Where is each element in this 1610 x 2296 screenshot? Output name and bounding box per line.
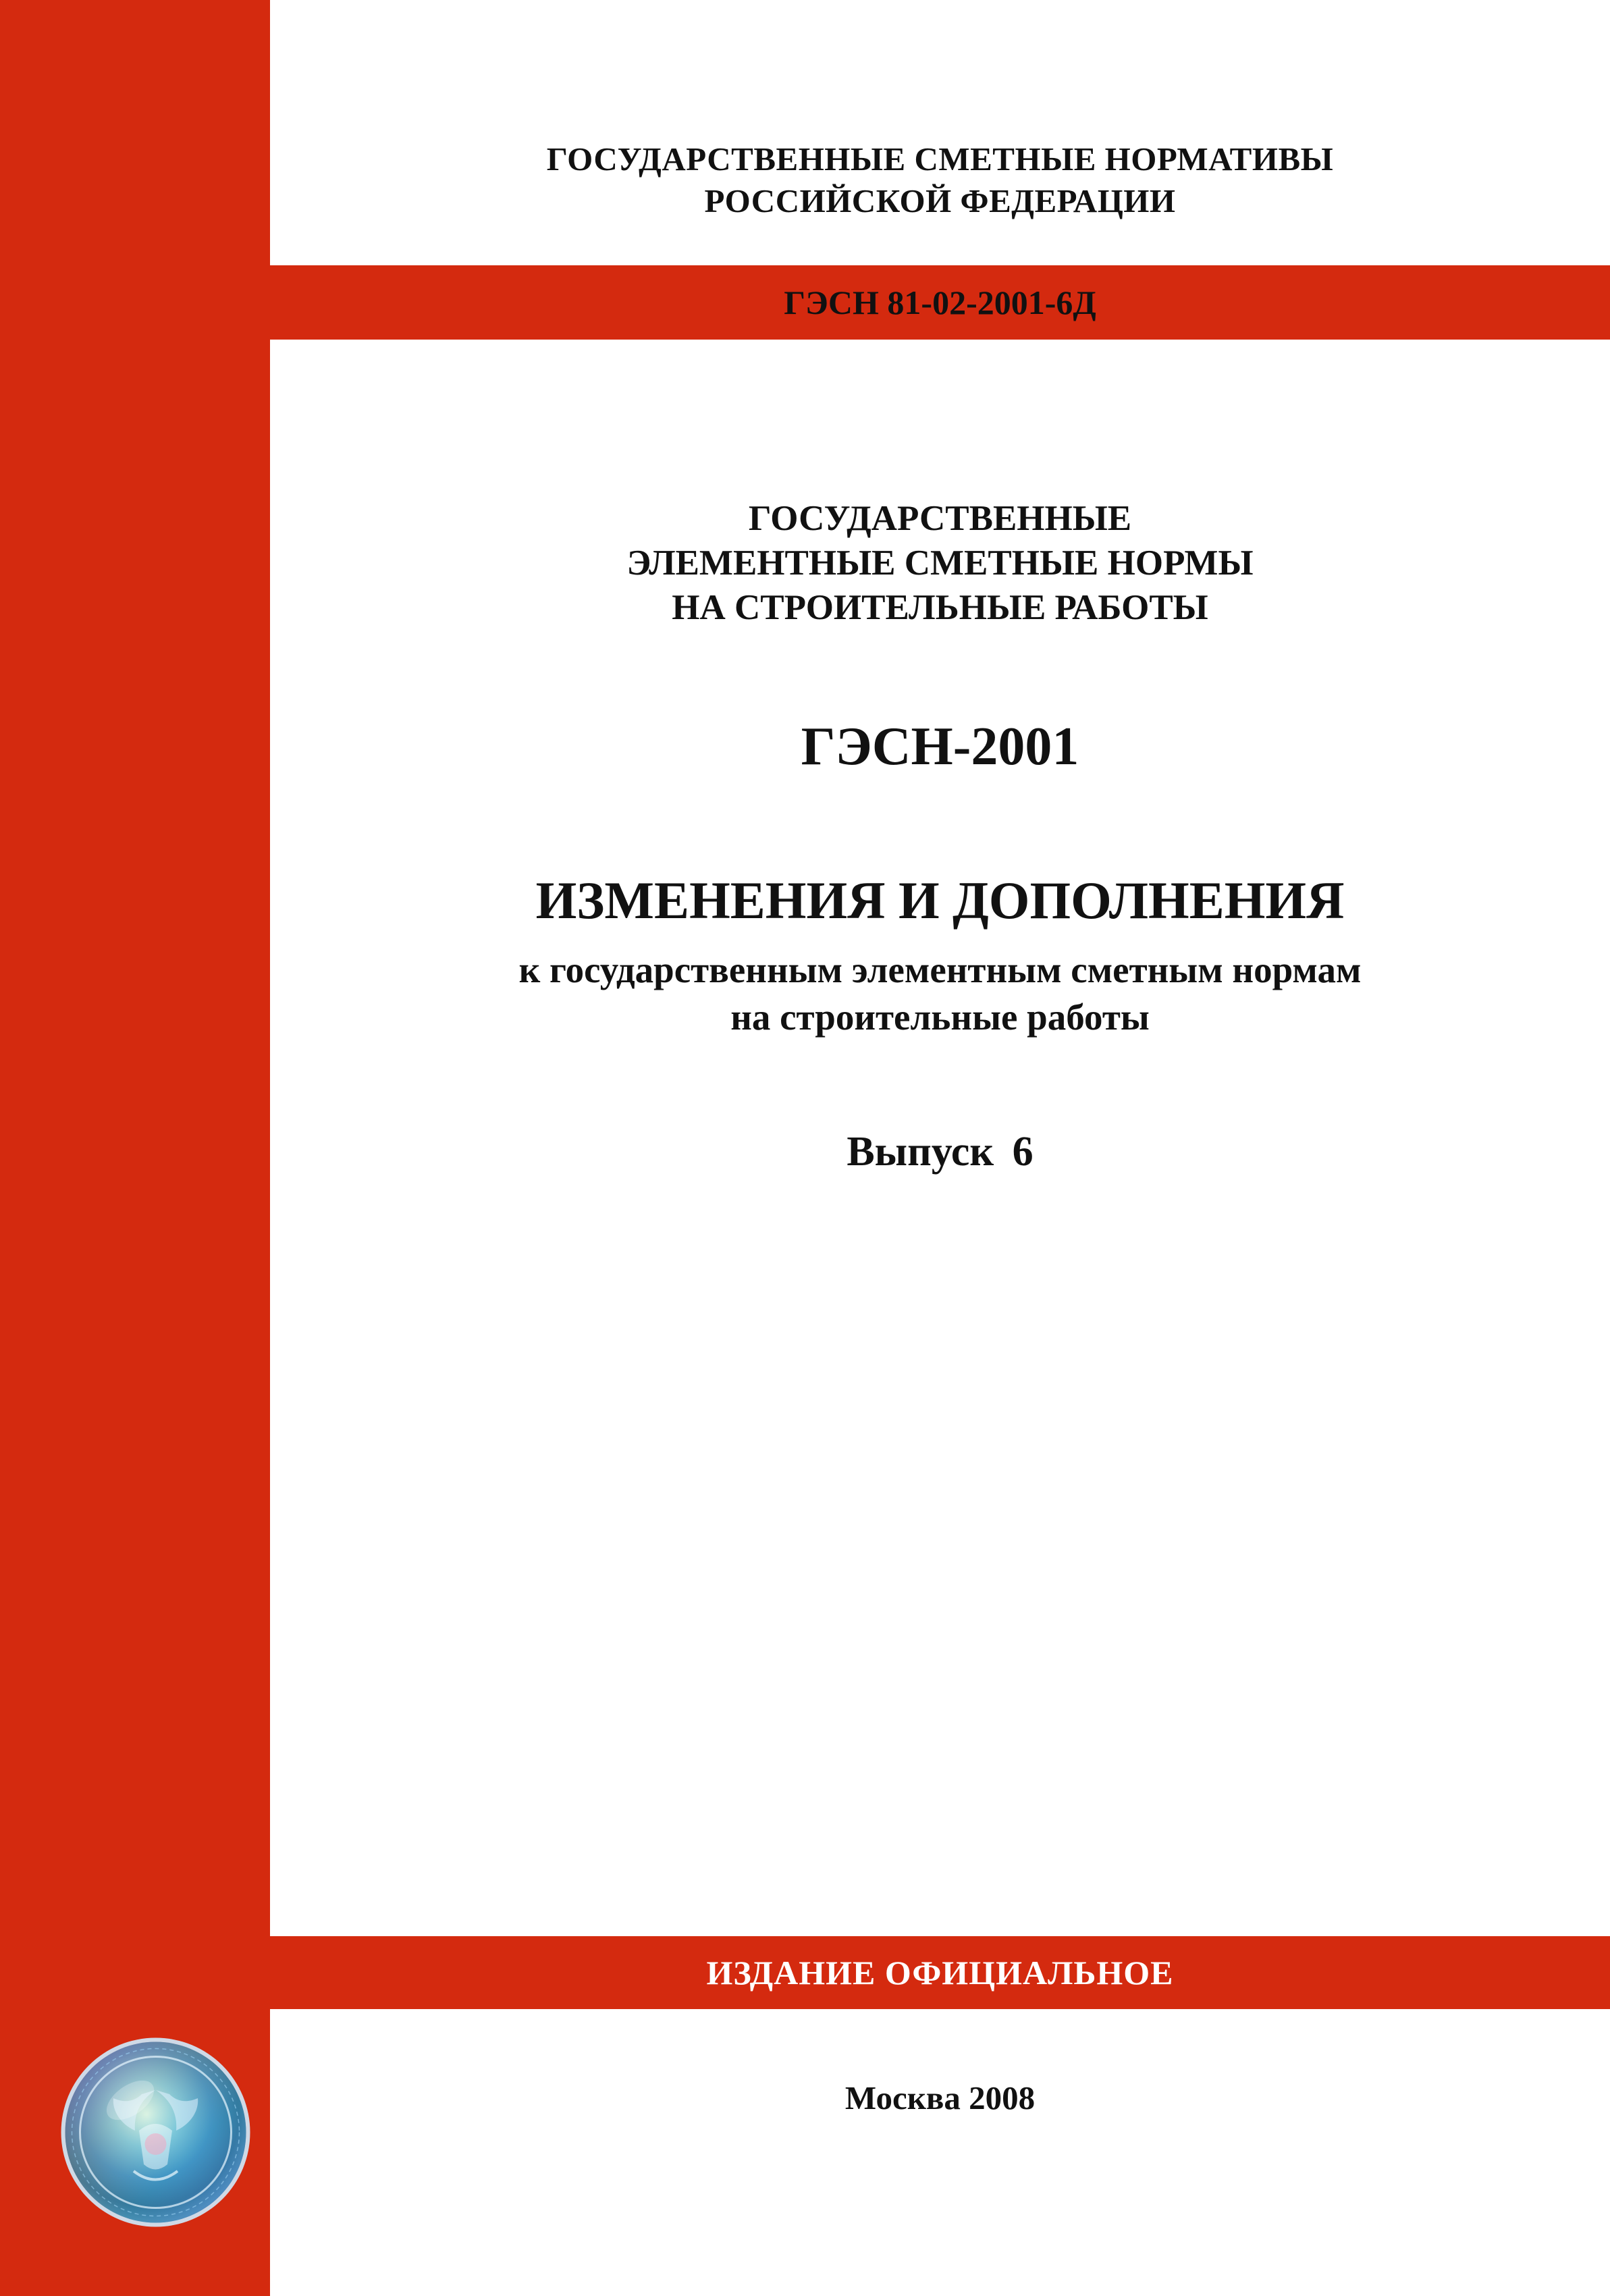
series-header [270,138,1610,222]
document-title-line-2: ЭЛЕМЕНТНЫЕ СМЕТНЫЕ НОРМЫ [626,543,1254,583]
official-edition-label: ИЗДАНИЕ ОФИЦИАЛЬНОЕ [706,1954,1174,1992]
document-title-line-3: НА СТРОИТЕЛЬНЫЕ РАБОТЫ [672,588,1208,627]
document-title [270,496,1610,630]
hologram-seal-icon [59,2036,252,2228]
gesn-label: ГЭСН-2001 [801,717,1079,776]
document-subtitle-line-1: к государственным элементным сметным нормам [518,949,1362,990]
changes-heading: ИЗМЕНЕНИЯ И ДОПОЛНЕНИЯ [535,871,1345,930]
document-code: ГЭСН 81-02-2001-6Д [784,284,1096,321]
document-subtitle-line-2: на строительные работы [730,996,1150,1038]
document-subtitle [270,946,1610,1041]
city-year: Москва 2008 [844,2079,1036,2116]
series-header-line-2: РОССИЙСКОЙ ФЕДЕРАЦИИ [704,182,1176,219]
document-title-line-1: ГОСУДАРСТВЕННЫЕ [748,499,1132,538]
series-header-line-1: ГОСУДАРСТВЕННЫЕ СМЕТНЫЕ НОРМАТИВЫ [546,140,1334,178]
issue-number: Выпуск 6 [847,1129,1034,1175]
